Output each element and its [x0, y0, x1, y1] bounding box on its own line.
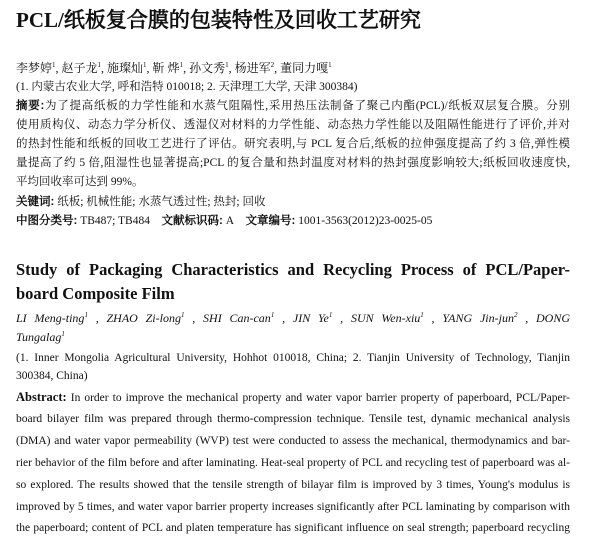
author-affiliation-mark: 1	[180, 311, 185, 319]
clc-value: TB487; TB484	[80, 215, 150, 227]
author-name: 杨进军	[234, 61, 271, 75]
author-affiliation-mark: 1	[420, 311, 424, 319]
author-name: 施璨灿	[107, 61, 144, 75]
english-abstract-line: so explored. The results showed that the tensile strength of bilayar film is improved by 3 times, Young's modulus is	[16, 479, 570, 491]
author-affiliation-mark: 1	[328, 311, 333, 319]
chinese-affiliation: (1. 内蒙古农业大学, 呼和浩特 010018; 2. 天津理工大学, 天津 300384)	[16, 81, 358, 93]
author-name: 董同力嘎	[280, 61, 329, 75]
author-name: 孙文秀	[189, 61, 226, 75]
abstract-text: In order to improve the mechanical property and water vapor barrier property of paperboard, PCL/Paper-	[70, 392, 570, 404]
english-abstract-line: improved by 5 times, and water vapor barrier property increases significantly after PCL laminating by comparison with	[16, 501, 570, 513]
author-affiliation-mark: 2	[513, 311, 518, 319]
author-affiliation-mark: 1	[61, 330, 65, 338]
abstract-label: 摘要:	[16, 100, 45, 112]
author-name: ZHAO Zi-long	[106, 311, 181, 325]
chinese-authors: 李梦婷$^1$, 赵子龙$^1$, 施璨灿$^1$, 靳 烨$^1$, 孙文秀$^1$, 杨进军$^2$, 董同力嘎$^1$	[16, 61, 332, 75]
chinese-abstract-line: 使用质构仪、动态力学分析仪、透湿仪对材料的力学性能、动态热力学性能以及阻隔性能进行了评价,并对	[16, 119, 570, 131]
author-affiliation-mark: 1	[143, 61, 147, 69]
english-affiliation-line: (1. Inner Mongolia Agricultural University, Hohhot 010018, China; 2. Tianjin University of Technology, Tianjin	[16, 352, 570, 364]
classification	[16, 213, 570, 229]
article-no-value: 1001-3563(2012)23-0025-05	[298, 215, 433, 227]
english-title-line: Study of Packaging Characteristics and Recycling Process of PCL/Paper-	[16, 260, 570, 279]
article-no-label: 文章编号:	[245, 215, 296, 227]
author-name: 李梦婷	[16, 61, 53, 75]
keywords	[16, 194, 570, 210]
english-authors: LI Meng-ting$^1$ , ZHAO Zi-long$^1$ , SHI Can-can$^1$ , JIN Ye$^1$ , SUN Wen-xiu$^1$ , YANG Jin-jun$^2$ , DONG	[16, 311, 570, 325]
chinese-title: PCL/纸板复合膜的包装特性及回收工艺研究	[16, 8, 421, 32]
author-name: SHI Can-can	[203, 311, 271, 325]
chinese-abstract-line	[16, 98, 570, 114]
chinese-abstract-line: 量提高了约 5 倍,阻湿性也显著提高;PCL 的复合量和热封温度对材料的热封强度影响较大;纸板回收速度快,	[16, 157, 570, 169]
english-authors-cont	[16, 329, 570, 345]
author-affiliation-mark: 2	[270, 61, 275, 69]
author-name: DONG	[536, 311, 570, 325]
english-abstract-line: (DMA) and water vapor permeability (WVP) test were conducted to assess the mechanical, thermodynamics and bar-	[16, 435, 570, 447]
chinese-abstract-line: 平均回收率可达到 99%。	[16, 176, 144, 188]
author-name: 靳 烨	[152, 61, 180, 75]
english-abstract-line	[16, 389, 570, 405]
author-affiliation-mark: 1	[225, 61, 229, 69]
author-affiliation-mark: 1	[270, 311, 275, 319]
clc-label: 中图分类号:	[16, 215, 78, 227]
author-affiliation-mark: 1	[328, 61, 332, 69]
english-abstract-line: the paperboard; content of PCL and platen temperature has significant influence on seal strength; paperboard recycling	[16, 522, 570, 534]
doc-code-value: A	[225, 215, 235, 227]
author-name: SUN Wen-xiu	[350, 311, 421, 325]
chinese-abstract-line: 的热封性能和纸板的回收工艺进行了评估。研究表明,与 PCL 复合后,纸板的拉伸强度提高了约 3 倍,弹性模	[16, 138, 570, 150]
author-name: Tungalag	[16, 330, 62, 344]
author-affiliation-mark: 1	[52, 61, 56, 69]
author-affiliation-mark: 1	[179, 61, 184, 69]
author-name: YANG Jin-jun	[442, 311, 514, 325]
english-affiliation-line: 300384, China)	[16, 370, 88, 382]
author-name: LI Meng-ting	[16, 311, 85, 325]
english-abstract-line: board bilayer film was prepared through thermo-compression technique. Tensile test, dynamic mechanical analysis	[16, 413, 570, 425]
english-title-line: board Composite Film	[16, 284, 175, 303]
keywords-label: 关键词:	[16, 196, 55, 208]
author-affiliation-mark: 1	[84, 311, 88, 319]
author-affiliation-mark: 1	[97, 61, 102, 69]
english-abstract-line: rier behavior of the film before and after laminating. Heat-seal property of PCL and recycling test of paperboard was al-	[16, 457, 570, 469]
author-name: 赵子龙	[61, 61, 98, 75]
author-name: JIN Ye	[292, 311, 329, 325]
abstract-text: 为了提高纸板的力学性能和水蒸气阻隔性,采用热压法制备了聚己内酯(PCL)/纸板双层复合膜。分别	[44, 100, 570, 112]
doc-code-label: 文献标识码:	[161, 215, 223, 227]
abstract-label: Abstract:	[16, 390, 67, 404]
keywords-text: 纸板; 机械性能; 水蒸气透过性; 热封; 回收	[57, 196, 266, 208]
